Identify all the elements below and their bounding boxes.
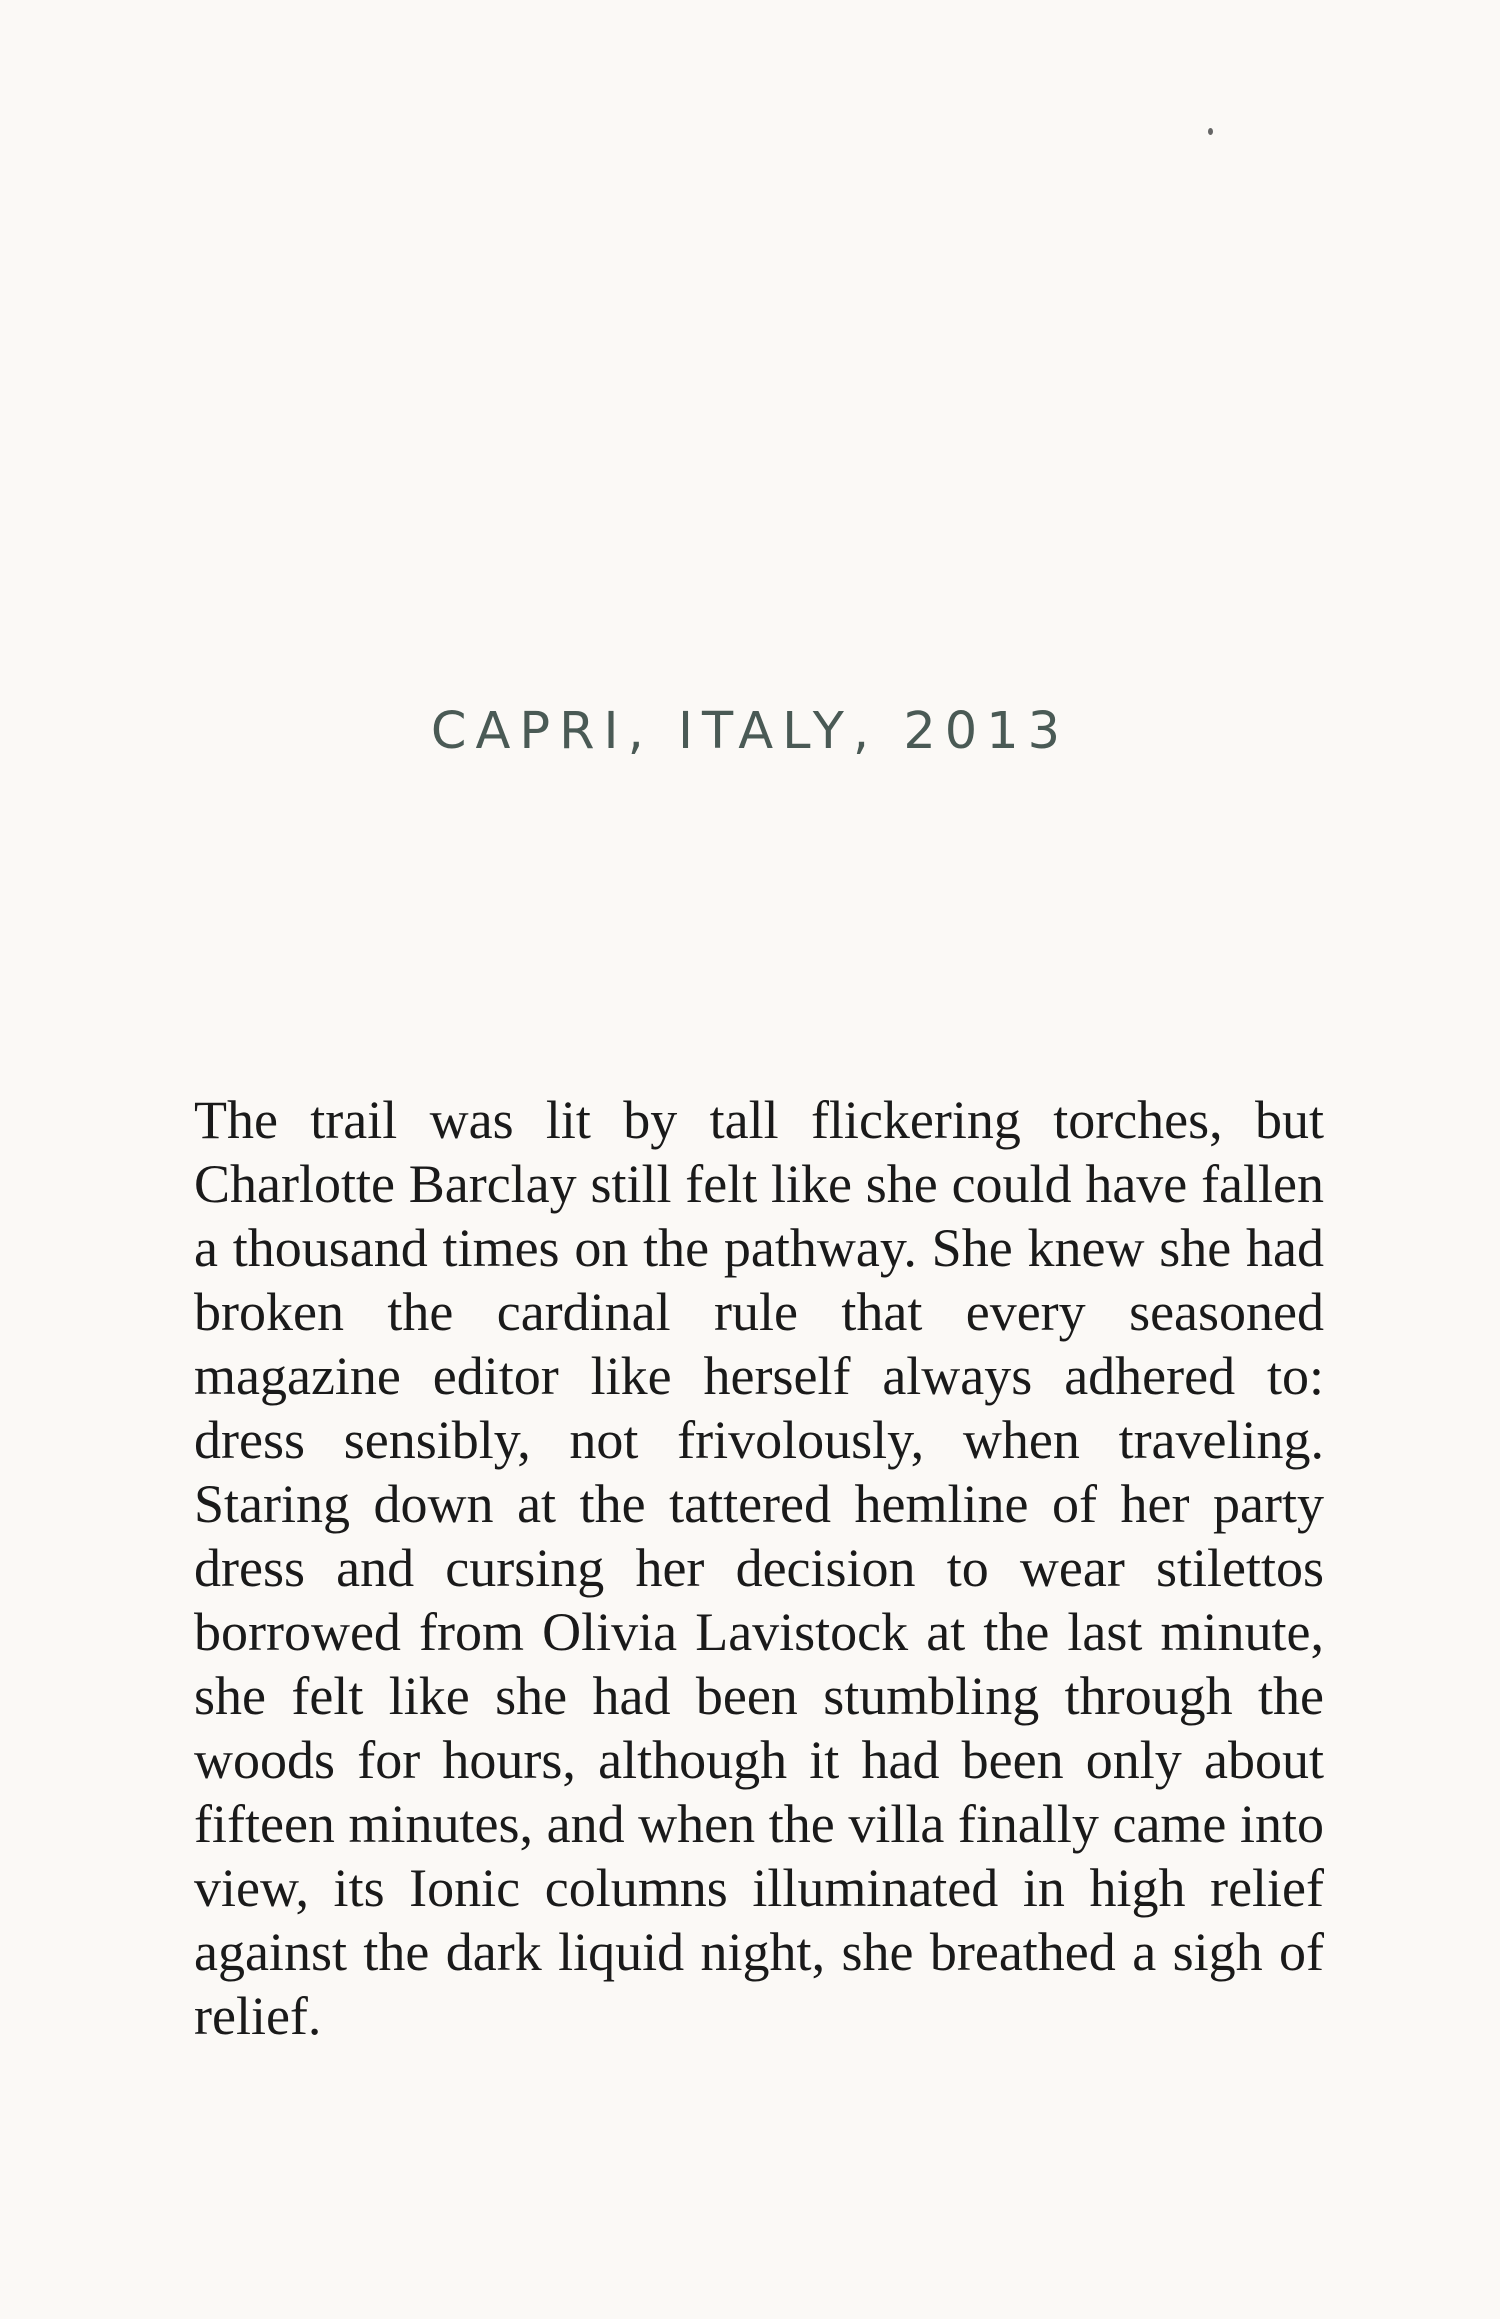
chapter-heading: CAPRI, ITALY, 2013 [430, 702, 1070, 761]
chapter-paragraph: The trail was lit by tall flickering torches, but Charlotte Barclay still felt like she could have fallen a thousand times on the pathway. She knew she had broken the cardinal rule that every seasoned magazine editor like herself always adhered to: dress sensibly, not frivolously, when traveling. Staring down at the tattered hemline of her party dress and cursing her decision to wear stilettos borrowed from Olivia Lavistock at the last minute, she felt like she had been stumbling through the woods for hours, although it had been only about fifteen minutes, and when the villa finally came into view, its Ionic columns illuminated in high relief against the dark liquid night, she breathed a sigh of relief. [194, 1090, 1324, 2046]
paper-speck [1208, 128, 1213, 135]
